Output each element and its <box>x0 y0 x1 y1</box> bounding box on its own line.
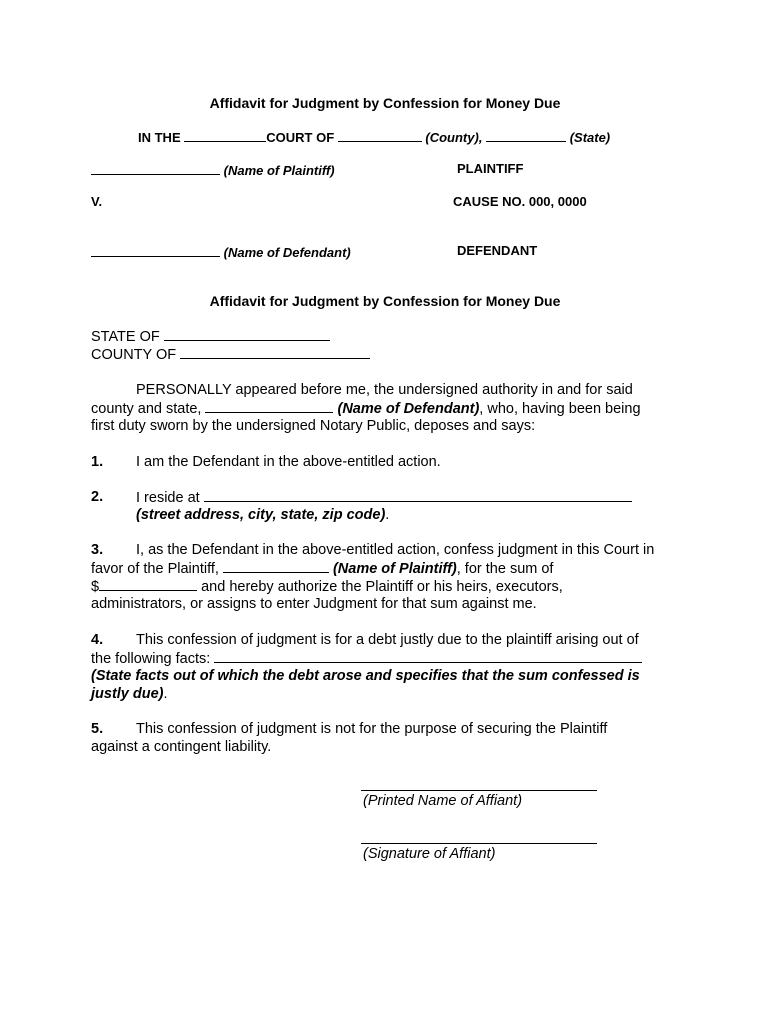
favor-of-plaintiff: favor of the Plaintiff, <box>91 561 219 577</box>
address-hint: (street address, city, state, zip code) <box>136 507 386 523</box>
county-blank[interactable] <box>338 128 422 142</box>
justly-due-hint: justly due) <box>91 686 164 702</box>
item-4-line-2 <box>91 649 642 668</box>
caption-defendant-line <box>91 243 351 260</box>
signature-caption: (Signature of Affiant) <box>363 846 496 862</box>
signature-line[interactable] <box>361 843 597 844</box>
plaintiff-blank[interactable] <box>223 559 329 573</box>
intro-county-state: county and state, <box>91 401 202 417</box>
item-2-line-1 <box>136 488 632 507</box>
item-4-line-3: (State facts out of which the debt arose and specifies that the sum confessed is <box>91 668 640 684</box>
name-of-defendant-label: (Name of Defendant) <box>223 245 351 260</box>
item-3-number: 3. <box>91 542 104 558</box>
item-2-number: 2. <box>91 489 104 505</box>
county-of-line <box>91 345 370 364</box>
item-5-line-1: This confession of judgment is not for the purpose of securing the Plaintiff <box>136 721 608 737</box>
versus-label: V. <box>91 194 103 209</box>
court-of-label: COURT OF <box>266 130 335 145</box>
item-3-line-1: I, as the Defendant in the above-entitled action, confess judgment in this Court in <box>136 542 655 558</box>
court-blank[interactable] <box>184 128 266 142</box>
intro-defendant-label: (Name of Defendant) <box>337 401 480 417</box>
caption-plaintiff-line <box>91 161 335 178</box>
address-blank[interactable] <box>204 488 632 502</box>
item-4-number: 4. <box>91 632 104 648</box>
state-of-label: STATE OF <box>91 329 160 345</box>
for-the-sum-of: , for the sum of <box>456 561 554 577</box>
item-3-line-2 <box>91 559 553 578</box>
printed-name-caption: (Printed Name of Affiant) <box>363 793 523 809</box>
document-subtitle: Affidavit for Judgment by Confession for Money Due <box>209 293 561 309</box>
county-of-blank[interactable] <box>180 345 370 359</box>
authorize-text: and hereby authorize the Plaintiff or his heirs, executors, <box>201 579 563 595</box>
item-5-line-2: against a contingent liability. <box>91 739 272 755</box>
name-of-plaintiff-label: (Name of Plaintiff) <box>223 163 335 178</box>
item-1-text: I am the Defendant in the above-entitled action. <box>136 454 441 470</box>
state-of-blank[interactable] <box>164 327 330 341</box>
item-4-line-4 <box>91 685 168 703</box>
intro-line-1: PERSONALLY appeared before me, the undersigned authority in and for said <box>136 382 633 398</box>
item-4-line-1: This confession of judgment is for a debt justly due to the plaintiff arising out of <box>136 632 639 648</box>
item-5-number: 5. <box>91 721 104 737</box>
item-2-period: . <box>385 507 390 523</box>
county-label: (County), <box>425 130 483 145</box>
plaintiff-name-blank[interactable] <box>91 161 220 175</box>
amount-blank[interactable] <box>99 577 197 591</box>
defendant-blank[interactable] <box>205 399 333 413</box>
intro-line-3: first duty sworn by the undersigned Notary Public, deposes and says: <box>91 418 536 434</box>
plaintiff-label: PLAINTIFF <box>457 161 524 176</box>
caption-court-line <box>138 128 610 145</box>
defendant-name-blank[interactable] <box>91 243 220 257</box>
printed-name-line[interactable] <box>361 790 597 791</box>
state-blank[interactable] <box>486 128 566 142</box>
item-4-period: . <box>163 686 168 702</box>
state-label: (State) <box>569 130 611 145</box>
item-2-line-2 <box>136 506 389 524</box>
item-3-line-3 <box>91 577 563 596</box>
defendant-label: DEFENDANT <box>457 243 538 258</box>
intro-who-having: , who, having been being <box>479 401 641 417</box>
item-1-number: 1. <box>91 454 104 470</box>
in-the-label: IN THE <box>138 130 181 145</box>
county-of-label: COUNTY OF <box>91 347 177 363</box>
dollar-sign: $ <box>91 579 100 595</box>
document-title: Affidavit for Judgment by Confession for Money Due <box>209 95 561 111</box>
following-facts-label: the following facts: <box>91 651 211 667</box>
state-of-line <box>91 327 330 346</box>
intro-line-2 <box>91 399 641 418</box>
reside-at-label: I reside at <box>136 490 200 506</box>
item-3-plaintiff-label: (Name of Plaintiff) <box>332 561 457 577</box>
facts-blank[interactable] <box>214 649 642 663</box>
item-3-line-4: administrators, or assigns to enter Judgment for that sum against me. <box>91 596 537 612</box>
cause-number: CAUSE NO. 000, 0000 <box>453 194 587 209</box>
